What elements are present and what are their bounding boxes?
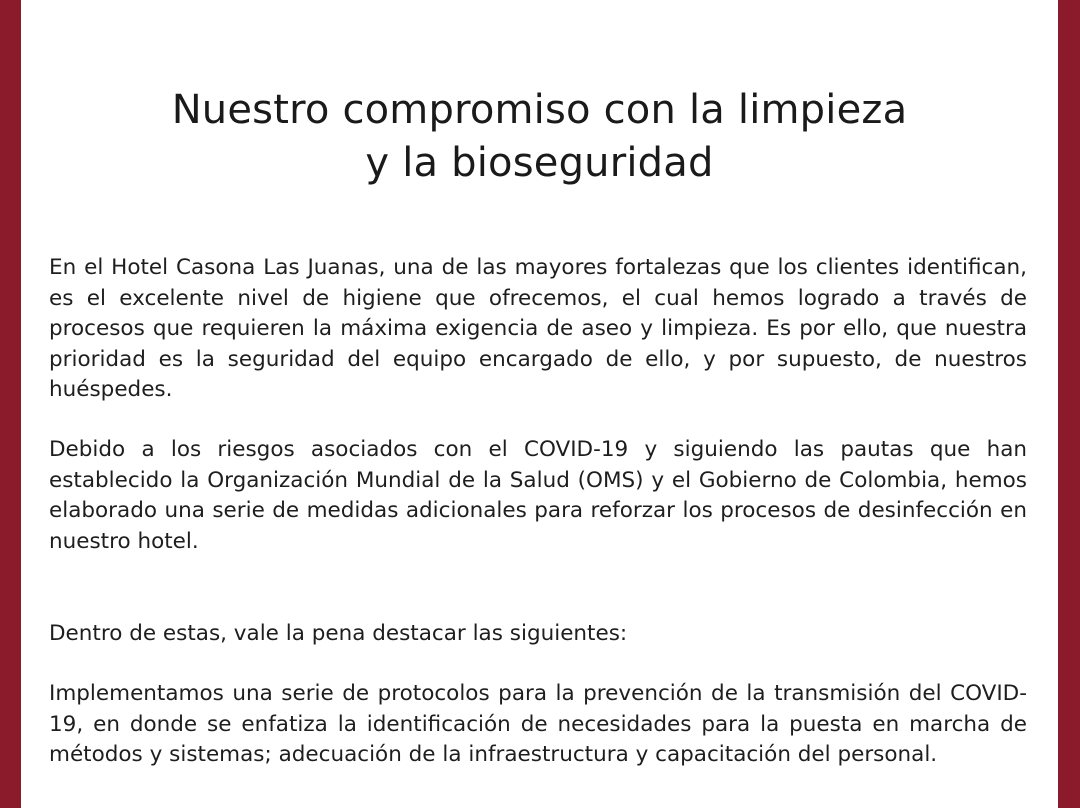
paragraph-highlights-lead: Dentro de estas, vale la pena destacar las siguientes: — [49, 621, 628, 646]
page-title — [21, 84, 1058, 190]
left-border — [0, 0, 21, 808]
document-page — [21, 0, 1058, 808]
paragraph-protocols: Implementamos una serie de protocolos para la prevención de la transmisión del COVID-19, en donde se enfatiza la identificación de necesidades para la puesta en marcha de métodos y sistemas; adecuación de la infraestructura y capacitación del personal. — [49, 681, 1027, 767]
paragraph-intro: En el Hotel Casona Las Juanas, una de las mayores fortalezas que los clientes identifican, es el excelente nivel de higiene que ofrecemos, el cual hemos logrado a través de procesos que requieren la máxima exigencia de aseo y limpieza. Es por ello, que nuestra prioridad es la seguridad del equipo encargado de ello, y por supuesto, de nuestros huéspedes. — [49, 255, 1027, 402]
right-border — [1058, 0, 1080, 808]
paragraph-covid: Debido a los riesgos asociados con el COVID-19 y siguiendo las pautas que han establecido la Organización Mundial de la Salud (OMS) y el Gobierno de Colombia, hemos elaborado una serie de medidas adicionales para reforzar los procesos de desinfección en nuestro hotel. — [49, 437, 1027, 554]
title-line-2: y la bioseguridad — [365, 140, 714, 186]
title-line-1: Nuestro compromiso con la limpieza — [171, 87, 908, 133]
